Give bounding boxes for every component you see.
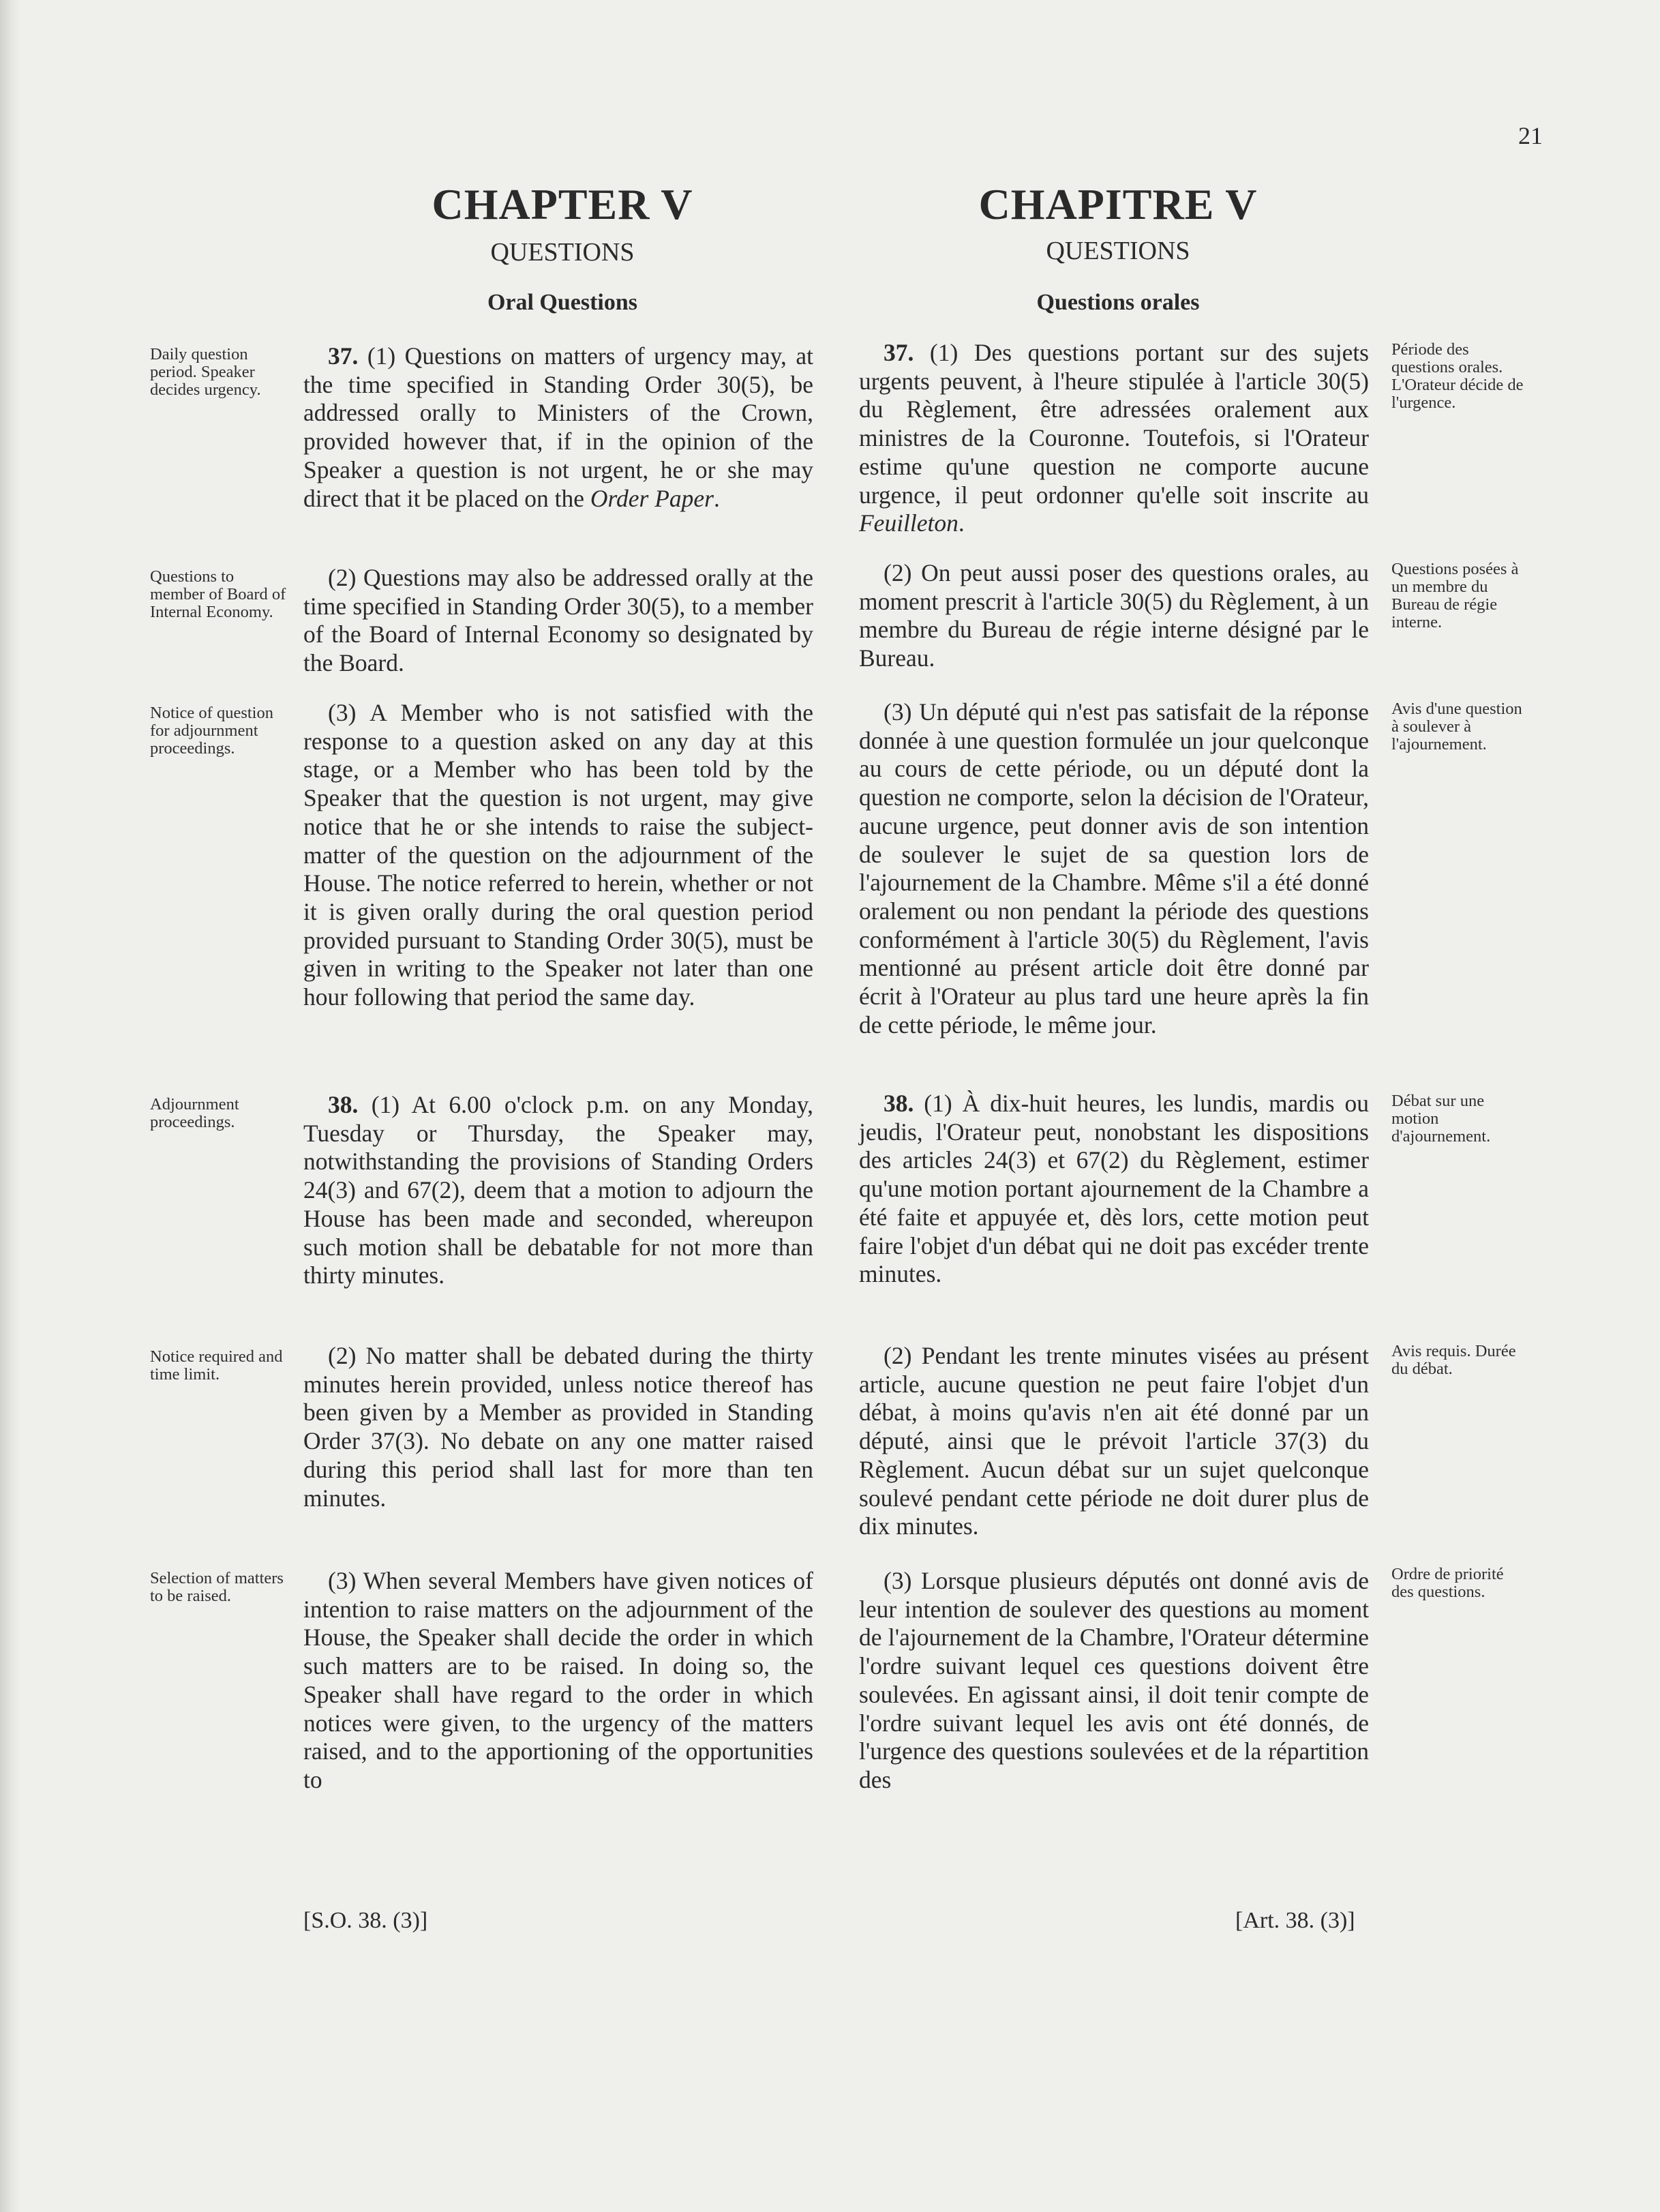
article-number: 37. — [884, 339, 914, 366]
paragraph-text: (1) Des questions portant sur des sujets urgents peuvent, à l'heure stipulée à l'article 30(5) du Règlement, être adressées oralement aux ministres de la Couronne. Toutefois, si l'Orateur estime qu'une question ne comporte aucune urgence, il peut ordonner qu'elle soit inscrite au — [859, 339, 1369, 509]
page-binding-shadow — [0, 0, 20, 2212]
paragraph-en-38-3: (3) When several Members have given notices of intention to raise matters on the adjournment of the House, the Speaker shall decide the order in which such matters are to be raised. In doing so, the Speaker shall have regard to the order in which notices were given, to the urgency of the matters raised, and to the apportioning of the opportunities to — [303, 1567, 813, 1793]
paragraph-en-37-3: (3) A Member who is not satisfied with the response to a question asked on any day at this stage, or a Member who has been told by the Speaker that the question is not urgent, may give notice that he or she intends to raise the subject-matter of the question on the adjournment of the House. The notice referred to herein, whether or not it is given orally during the oral question period provided pursuant to Standing Order 30(5), must be given in writing to the Speaker not later than one hour following that period the same day. — [303, 699, 813, 1011]
chapter-title-fr: CHAPITRE V — [978, 180, 1258, 228]
margin-note-en-3: Notice of question for adjournment proceedings. — [150, 704, 273, 758]
margin-note-en-1: Daily question period. Speaker decides urgency. — [150, 345, 261, 399]
article-number: 38. — [328, 1091, 359, 1118]
paragraph-fr-38-2: (2) Pendant les trente minutes visées au présent article, aucune question ne peut faire l'objet d'un débat, à moins qu'avis n'en ait été donné par un député, ainsi que le prévoit l'article 37(3) du Règlement. Aucun débat sur un sujet quelconque soulevé pendant cette période ne doit durer plus de dix minutes. — [859, 1342, 1369, 1540]
section-heading-en: Oral Questions — [487, 290, 638, 315]
margin-note-en-6: Selection of matters to be raised. — [150, 1569, 284, 1605]
paragraph-fr-38-3: (3) Lorsque plusieurs députés ont donné avis de leur intention de soulever des questions au moment de l'ajournement de la Chambre, l'Orateur détermine l'ordre suivant lequel ces questions doivent être soulevées. En agissant ainsi, il doit tenir compte de l'ordre suivant lequel les avis ont été donnés, de l'urgence des questions soulevées et de la répartition des — [859, 1567, 1369, 1793]
paragraph-text: (1) At 6.00 o'clock p.m. on any Monday, Tuesday or Thursday, the Speaker may, notwithstanding the provisions of Standing Orders 24(3) and 67(2), deem that a motion to adjourn the House has been made and seconded, whereupon such motion shall be debatable for not more than thirty minutes. — [303, 1091, 813, 1289]
paragraph-fr-38-1 — [859, 1090, 1369, 1289]
article-number: 37. — [328, 342, 359, 370]
margin-note-fr-2: Questions posées à un membre du Bureau de régie interne. — [1391, 560, 1519, 631]
paragraph-text-end: . — [958, 509, 965, 537]
margin-note-en-5: Notice required and time limit. — [150, 1347, 283, 1384]
footer-en: [S.O. 38. (3)] — [303, 1908, 428, 1933]
margin-note-en-4: Adjournment proceedings. — [150, 1095, 239, 1131]
margin-note-fr-6: Ordre de priorité des questions. — [1391, 1565, 1504, 1601]
section-heading-fr: Questions orales — [1036, 290, 1200, 315]
paragraph-fr-37-2: (2) On peut aussi poser des questions orales, au moment prescrit à l'article 30(5) du Règlement, à un membre du Bureau de régie interne désigné par le Bureau. — [859, 559, 1369, 672]
paragraph-italic: Feuilleton — [859, 509, 959, 537]
margin-note-en-2: Questions to member of Board of Internal Economy. — [150, 567, 286, 621]
paragraph-en-37-2: (2) Questions may also be addressed orally at the time specified in Standing Order 30(5), to a member of the Board of Internal Economy so designated by the Board. — [303, 564, 813, 677]
margin-note-fr-1: Période des questions orales. L'Orateur décide de l'urgence. — [1391, 340, 1524, 412]
paragraph-en-37-1 — [303, 342, 813, 513]
margin-note-fr-3: Avis d'une question à soulever à l'ajournement. — [1391, 700, 1522, 753]
paragraph-text: (1) À dix-huit heures, les lundis, mardis ou jeudis, l'Orateur peut, nonobstant les dispositions des articles 24(3) et 67(2) du Règlement, estimer qu'une motion portant ajournement de la Chambre a été faite et appuyée et, dès lors, cette motion peut faire l'objet d'un débat qui ne doit pas excéder trente minutes. — [859, 1090, 1369, 1288]
paragraph-text-end: . — [714, 484, 720, 512]
chapter-subtitle-en: QUESTIONS — [490, 238, 635, 267]
paragraph-fr-37-1 — [859, 339, 1369, 538]
paragraph-en-38-2: (2) No matter shall be debated during the thirty minutes herein provided, unless notice thereof has been given by a Member as provided in Standing Order 37(3). No debate on any one matter raised during this period shall last for more than ten minutes. — [303, 1342, 813, 1512]
chapter-subtitle-fr: QUESTIONS — [1046, 237, 1190, 265]
chapter-title-en: CHAPTER V — [432, 180, 693, 228]
paragraph-fr-37-3: (3) Un député qui n'est pas satisfait de la réponse donnée à une question formulée un jour quelconque au cours de cette période, ou un député dont la question ne comporte, selon la décision de l'Orateur, aucune urgence, peut donner avis de son intention de soulever le sujet de sa question lors de l'ajournement de la Chambre. Même s'il a été donné oralement ou non pendant la période des questions conformément à l'article 30(5) du Règlement, l'avis mentionné au présent article doit être donné par écrit à l'Orateur au plus tard une heure après la fin de cette période, le même jour. — [859, 698, 1369, 1038]
paragraph-en-38-1 — [303, 1091, 813, 1290]
footer-fr: [Art. 38. (3)] — [1235, 1908, 1355, 1933]
margin-note-fr-5: Avis requis. Durée du débat. — [1391, 1342, 1516, 1378]
page-number: 21 — [1518, 122, 1543, 149]
margin-note-fr-4: Débat sur une motion d'ajournement. — [1391, 1092, 1491, 1146]
paragraph-text: (1) Questions on matters of urgency may, at the time specified in Standing Order 30(5), be addressed orally to Ministers of the Crown, provided however that, if in the opinion of the Speaker a question is not urgent, he or she may direct that it be placed on the — [303, 342, 813, 512]
article-number: 38. — [884, 1090, 914, 1117]
paragraph-italic: Order Paper — [590, 484, 714, 512]
